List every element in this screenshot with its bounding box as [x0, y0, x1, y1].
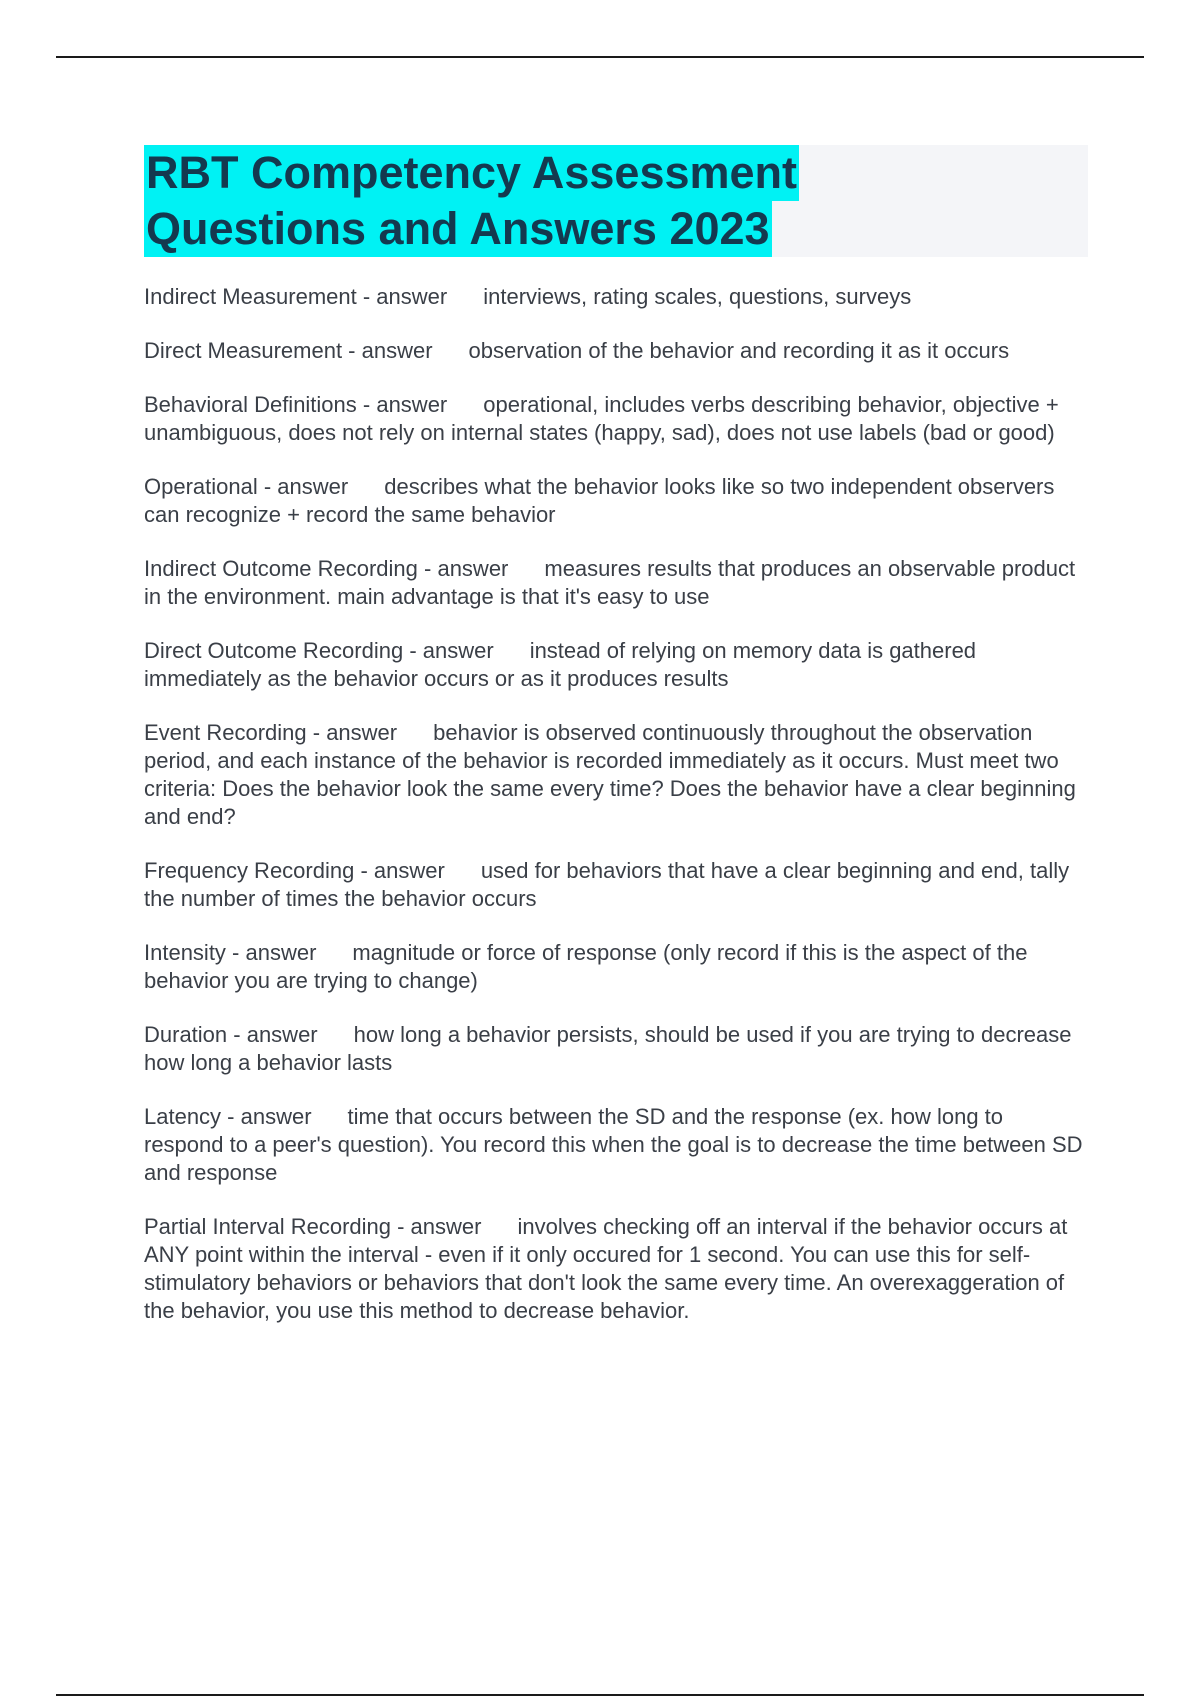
qa-answer: operational, includes verbs describing behavior, objective + unambiguous, does not rely on internal states (happy, sad), does not use labels (bad or good)	[144, 392, 1059, 445]
qa-term: Behavioral Definitions - answer	[144, 392, 448, 417]
qa-term: Direct Outcome Recording - answer	[144, 638, 494, 663]
qa-item	[144, 857, 1088, 913]
document-body	[144, 145, 1088, 1351]
qa-item	[144, 939, 1088, 995]
qa-term: Duration - answer	[144, 1022, 318, 1047]
qa-item	[144, 637, 1088, 693]
qa-answer: measures results that produces an observable product in the environment. main advantage is that it's easy to use	[144, 556, 1076, 609]
qa-item	[144, 1103, 1088, 1187]
qa-term: Intensity - answer	[144, 940, 317, 965]
qa-term: Latency - answer	[144, 1104, 312, 1129]
qa-answer: magnitude or force of response (only record if this is the aspect of the behavior you are trying to change)	[144, 940, 1028, 993]
qa-answer: behavior is observed continuously throughout the observation period, and each instance of the behavior is recorded immediately as it occurs. Must meet two criteria: Does the behavior look the same every time? Does the behavior have a clear beginning and end?	[144, 720, 1076, 829]
qa-item	[144, 555, 1088, 611]
qa-answer: how long a behavior persists, should be used if you are trying to decrease how long a behavior lasts	[144, 1022, 1072, 1075]
qa-item	[144, 1021, 1088, 1077]
title-line-2: Questions and Answers 2023	[144, 201, 772, 257]
top-rule	[56, 56, 1144, 58]
qa-answer: instead of relying on memory data is gathered immediately as the behavior occurs or as it produces results	[144, 638, 977, 691]
qa-term: Indirect Outcome Recording - answer	[144, 556, 509, 581]
qa-item	[144, 391, 1088, 447]
qa-answer: interviews, rating scales, questions, surveys	[483, 284, 912, 309]
qa-term: Event Recording - answer	[144, 720, 398, 745]
qa-answer: time that occurs between the SD and the response (ex. how long to respond to a peer's question). You record this when the goal is to decrease the time between SD and response	[144, 1104, 1083, 1185]
title-line-1: RBT Competency Assessment	[144, 145, 799, 201]
qa-answer: involves checking off an interval if the behavior occurs at ANY point within the interval - even if it only occured for 1 second. You can use this for self-stimulatory behaviors or behaviors that don't look the same every time. An overexaggeration of the behavior, you use this method to decrease behavior.	[144, 1214, 1068, 1323]
qa-answer: used for behaviors that have a clear beginning and end, tally the number of times the behavior occurs	[144, 858, 1070, 911]
bottom-rule	[56, 1694, 1144, 1696]
qa-term: Frequency Recording - answer	[144, 858, 445, 883]
qa-item	[144, 719, 1088, 831]
qa-answer: describes what the behavior looks like so two independent observers can recognize + record the same behavior	[144, 474, 1055, 527]
qa-term: Direct Measurement - answer	[144, 338, 433, 363]
qa-item	[144, 1213, 1088, 1325]
qa-term: Indirect Measurement - answer	[144, 284, 448, 309]
document-title	[144, 145, 1088, 257]
qa-item	[144, 337, 1088, 365]
qa-term: Partial Interval Recording - answer	[144, 1214, 482, 1239]
qa-answer: observation of the behavior and recording it as it occurs	[468, 338, 1010, 363]
qa-item	[144, 473, 1088, 529]
qa-term: Operational - answer	[144, 474, 349, 499]
qa-item	[144, 283, 1088, 311]
